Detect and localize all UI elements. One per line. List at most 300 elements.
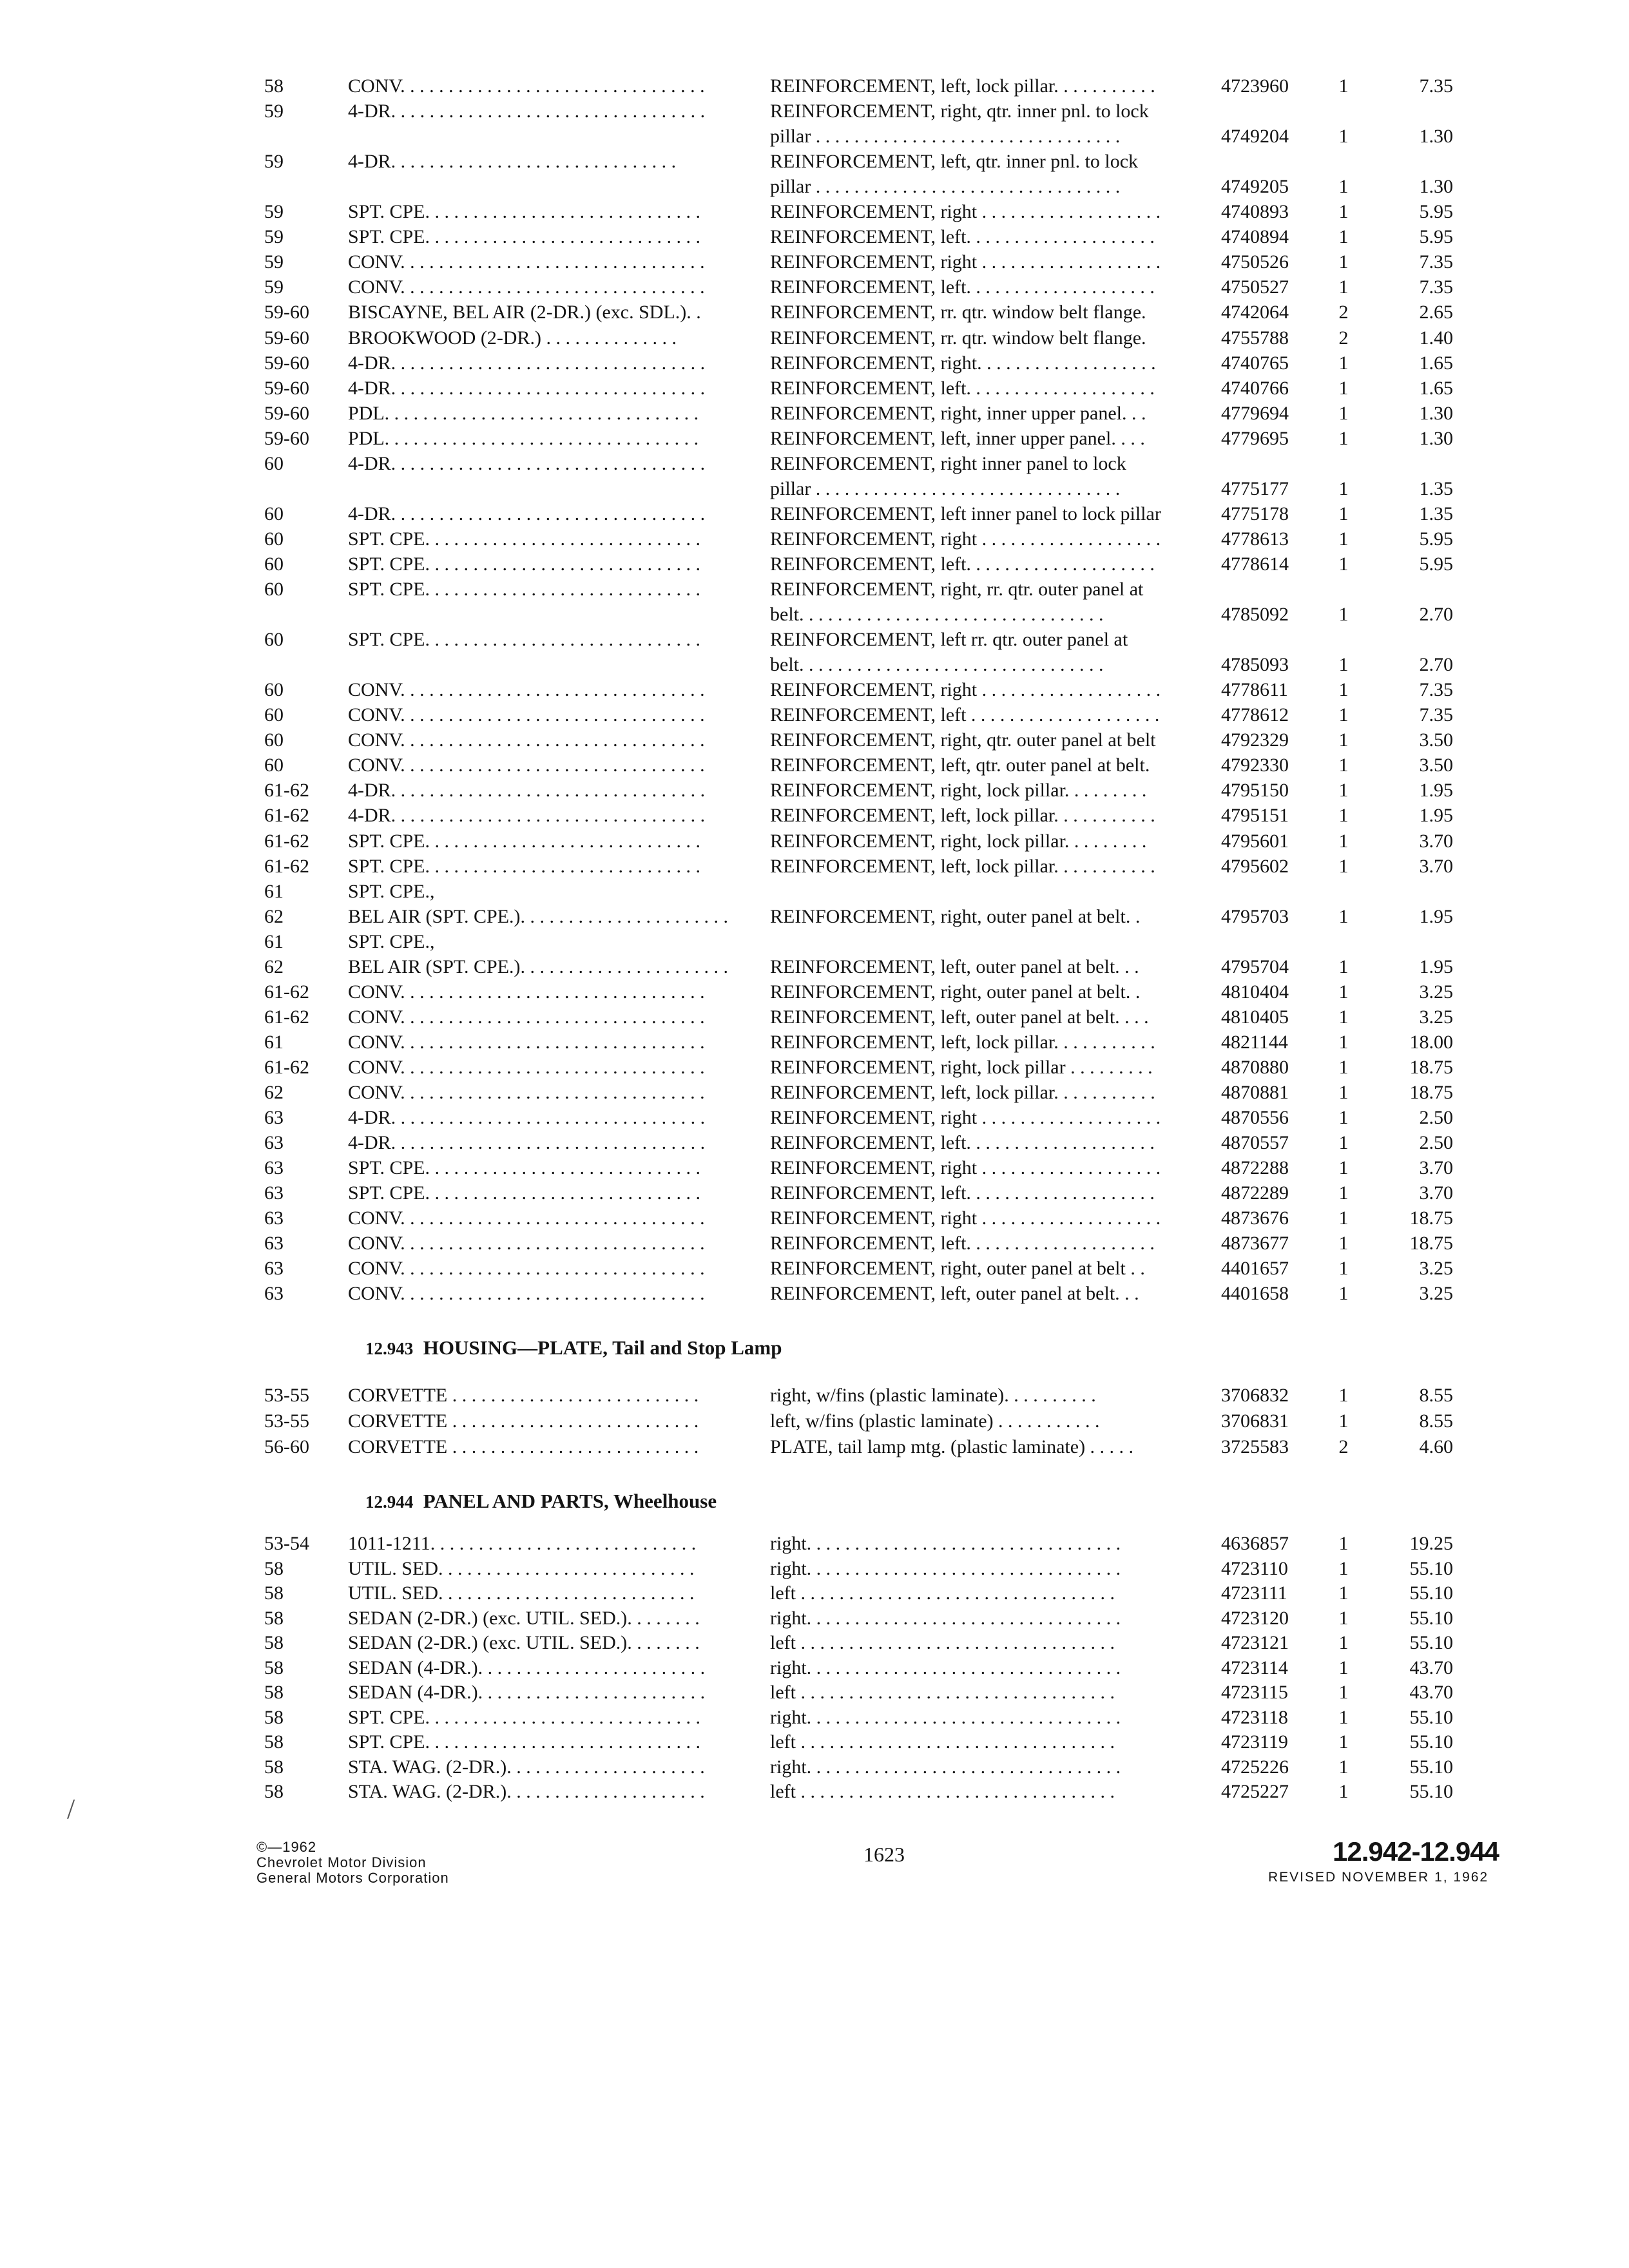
cell-desc: right. . . . . . . . . . . . . . . . . . . . . . . . . . . . . . . . . [770,1706,1121,1728]
cell-year: 63 [264,1182,284,1204]
cell-qty: 1 [1338,905,1349,927]
cell-year: 58 [264,1657,284,1678]
cell-price: 18.00 [1409,1031,1453,1053]
cell-model: 4-DR. . . . . . . . . . . . . . . . . . . . . . . . . . . . . . . . . [348,805,706,827]
cell-qty: 1 [1338,1657,1349,1678]
cell-qty: 1 [1338,553,1349,575]
cell-model: BISCAYNE, BEL AIR (2-DR.) (exc. SDL.). . [348,302,701,323]
cell-desc: REINFORCEMENT, left. . . . . . . . . . . . . . . . . . . . [770,553,1155,575]
cell-qty: 1 [1338,1533,1349,1554]
cell-model: SEDAN (2-DR.) (exc. UTIL. SED.). . . . . . . . [348,1607,700,1629]
cell-part: 4723110 [1221,1557,1288,1579]
cell-qty: 2 [1338,1436,1349,1457]
cell-price: 3.70 [1419,855,1453,877]
cell-year: 58 [264,1557,284,1579]
cell-year: 62 [264,956,284,977]
cell-part: 4785092 [1221,604,1289,626]
cell-qty: 1 [1338,176,1349,198]
cell-part: 4795704 [1221,956,1289,977]
cell-model: CONV. . . . . . . . . . . . . . . . . . . . . . . . . . . . . . . . [348,754,705,776]
cell-qty: 1 [1338,780,1349,802]
cell-price: 1.65 [1419,352,1453,374]
cell-desc: REINFORCEMENT, left, outer panel at belt. . . . [770,1006,1149,1028]
cell-part: 4723115 [1221,1682,1288,1703]
cell-model: CONV. . . . . . . . . . . . . . . . . . . . . . . . . . . . . . . . [348,704,705,726]
cell-part: 4755788 [1221,327,1289,349]
section-heading-12-944 [365,1490,717,1513]
cell-qty: 1 [1338,503,1349,524]
cell-price: 7.35 [1419,251,1453,273]
cell-year: 60 [264,704,284,726]
cell-year: 58 [264,1607,284,1629]
cell-model: SPT. CPE. . . . . . . . . . . . . . . . . . . . . . . . . . . . . [348,1706,700,1728]
cell-model: 4-DR. . . . . . . . . . . . . . . . . . . . . . . . . . . . . . . . . [348,1107,706,1129]
cell-model: CONV. . . . . . . . . . . . . . . . . . . . . . . . . . . . . . . . [348,1056,705,1078]
cell-model: PDL. . . . . . . . . . . . . . . . . . . . . . . . . . . . . . . . . [348,427,699,449]
cell-part: 4873676 [1221,1207,1289,1229]
cell-year: 61-62 [264,981,309,1003]
cell-year: 61-62 [264,1056,309,1078]
cell-price: 7.35 [1419,276,1453,298]
cell-year: 58 [264,1731,284,1753]
cell-qty: 1 [1338,1632,1349,1653]
cell-model: BEL AIR (SPT. CPE.). . . . . . . . . . . . . . . . . . . . . . [348,956,729,977]
cell-part: 4873677 [1221,1233,1289,1254]
cell-part: 4750527 [1221,276,1289,298]
cell-model: SEDAN (4-DR.). . . . . . . . . . . . . . . . . . . . . . . . [348,1682,706,1703]
cell-desc: REINFORCEMENT, rr. qtr. window belt flange. [770,327,1146,349]
cell-price: 5.95 [1419,528,1453,550]
cell-model: SPT. CPE. . . . . . . . . . . . . . . . . . . . . . . . . . . . . [348,830,700,852]
cell-qty: 1 [1338,1132,1349,1154]
cell-qty: 1 [1338,1258,1349,1280]
cell-desc: left, w/fins (plastic laminate) . . . . . . . . . . . [770,1410,1100,1432]
cell-year: 59-60 [264,377,309,399]
cell-price: 1.30 [1419,176,1453,198]
cell-part: 4740893 [1221,201,1289,223]
cell-model: CORVETTE . . . . . . . . . . . . . . . . . . . . . . . . . . [348,1410,699,1432]
cell-year: 58 [264,1582,284,1604]
cell-year: 61 [264,880,284,902]
cell-model: CONV. . . . . . . . . . . . . . . . . . . . . . . . . . . . . . . . [348,1207,705,1229]
cell-model: 4-DR. . . . . . . . . . . . . . . . . . . . . . . . . . . . . . . . . [348,1132,706,1154]
cell-desc: REINFORCEMENT, right inner panel to lock [770,452,1126,474]
cell-price: 3.25 [1419,1258,1453,1280]
cell-qty: 1 [1338,276,1349,298]
cell-model: CONV. . . . . . . . . . . . . . . . . . . . . . . . . . . . . . . . [348,1082,705,1103]
cell-year: 60 [264,503,284,524]
cell-model: SPT. CPE. . . . . . . . . . . . . . . . . . . . . . . . . . . . . [348,553,700,575]
cell-part: 4725226 [1221,1756,1289,1778]
cell-desc: REINFORCEMENT, right, lock pillar. . . . . . . . . [770,780,1147,802]
cell-desc: REINFORCEMENT, left, lock pillar. . . . . . . . . . . [770,1082,1155,1103]
cell-price: 18.75 [1409,1082,1453,1103]
cell-year: 59 [264,251,284,273]
cell-part: 4401657 [1221,1258,1289,1280]
cell-desc: pillar . . . . . . . . . . . . . . . . . . . . . . . . . . . . . . . . [770,176,1121,198]
cell-price: 55.10 [1409,1632,1453,1653]
cell-price: 5.95 [1419,201,1453,223]
cell-part: 4775177 [1221,477,1289,499]
cell-qty: 1 [1338,75,1349,97]
cell-part: 4870556 [1221,1107,1289,1129]
cell-year: 63 [264,1207,284,1229]
cell-model: CONV. . . . . . . . . . . . . . . . . . . . . . . . . . . . . . . . [348,1006,705,1028]
cell-year: 61 [264,1031,284,1053]
cell-desc: REINFORCEMENT, right, qtr. inner pnl. to lock [770,101,1149,122]
cell-desc: REINFORCEMENT, left. . . . . . . . . . . . . . . . . . . . [770,226,1155,248]
cell-price: 2.50 [1419,1107,1453,1129]
division-line: Chevrolet Motor Division [256,1854,427,1870]
cell-price: 3.25 [1419,981,1453,1003]
cell-desc: left . . . . . . . . . . . . . . . . . . . . . . . . . . . . . . . . . [770,1731,1115,1753]
cell-model: UTIL. SED. . . . . . . . . . . . . . . . . . . . . . . . . . . [348,1557,695,1579]
cell-qty: 1 [1338,855,1349,877]
cell-price: 3.70 [1419,1157,1453,1179]
cell-qty: 1 [1338,377,1349,399]
cell-desc: right. . . . . . . . . . . . . . . . . . . . . . . . . . . . . . . . . [770,1657,1121,1678]
cell-desc: REINFORCEMENT, right . . . . . . . . . . . . . . . . . . . [770,1107,1161,1129]
cell-qty: 1 [1338,1233,1349,1254]
cell-qty: 1 [1338,1283,1349,1305]
cell-price: 1.30 [1419,126,1453,148]
cell-model: SPT. CPE. . . . . . . . . . . . . . . . . . . . . . . . . . . . . [348,855,700,877]
cell-model: CONV. . . . . . . . . . . . . . . . . . . . . . . . . . . . . . . . [348,1258,705,1280]
cell-qty: 1 [1338,1385,1349,1406]
cell-part: 4742064 [1221,302,1289,323]
cell-part: 4795150 [1221,780,1289,802]
cell-year: 60 [264,452,284,474]
cell-price: 5.95 [1419,553,1453,575]
cell-year: 56-60 [264,1436,309,1457]
cell-desc: REINFORCEMENT, rr. qtr. window belt flange. [770,302,1146,323]
cell-year: 53-54 [264,1533,309,1554]
cell-desc: REINFORCEMENT, right, lock pillar. . . . . . . . . [770,830,1147,852]
cell-year: 60 [264,553,284,575]
cell-year: 59 [264,151,284,173]
cell-desc: REINFORCEMENT, left, inner upper panel. . . . [770,427,1145,449]
cell-qty: 1 [1338,679,1349,701]
cell-qty: 1 [1338,830,1349,852]
cell-qty: 1 [1338,226,1349,248]
cell-price: 55.10 [1409,1607,1453,1629]
cell-desc: REINFORCEMENT, left, lock pillar. . . . . . . . . . . [770,855,1155,877]
cell-price: 55.10 [1409,1706,1453,1728]
cell-year: 58 [264,75,284,97]
cell-desc: REINFORCEMENT, right . . . . . . . . . . . . . . . . . . . [770,201,1161,223]
cell-desc: REINFORCEMENT, right, outer panel at belt. . [770,981,1141,1003]
cell-desc: REINFORCEMENT, left. . . . . . . . . . . . . . . . . . . . [770,1182,1155,1204]
cell-year: 63 [264,1283,284,1305]
cell-price: 43.70 [1409,1657,1453,1678]
cell-model: SEDAN (4-DR.). . . . . . . . . . . . . . . . . . . . . . . . [348,1657,706,1678]
cell-qty: 1 [1338,1056,1349,1078]
cell-desc: REINFORCEMENT, left rr. qtr. outer panel at [770,629,1128,651]
cell-part: 4810404 [1221,981,1289,1003]
cell-desc: left . . . . . . . . . . . . . . . . . . . . . . . . . . . . . . . . . [770,1682,1115,1703]
cell-price: 1.65 [1419,377,1453,399]
cell-price: 1.95 [1419,780,1453,802]
cell-part: 4401658 [1221,1283,1289,1305]
cell-desc: REINFORCEMENT, right, rr. qtr. outer panel at [770,579,1144,600]
cell-model: SPT. CPE. . . . . . . . . . . . . . . . . . . . . . . . . . . . . [348,1731,700,1753]
cell-model: 4-DR. . . . . . . . . . . . . . . . . . . . . . . . . . . . . . . . . [348,352,706,374]
cell-desc: REINFORCEMENT, left, outer panel at belt. . . [770,1283,1139,1305]
cell-desc: left . . . . . . . . . . . . . . . . . . . . . . . . . . . . . . . . . [770,1632,1115,1653]
cell-year: 59-60 [264,352,309,374]
cell-part: 4779694 [1221,402,1289,424]
cell-model: SPT. CPE. . . . . . . . . . . . . . . . . . . . . . . . . . . . . [348,1182,700,1204]
cell-price: 3.70 [1419,830,1453,852]
cell-part: 3706831 [1221,1410,1289,1432]
cell-model: SPT. CPE., [348,880,435,902]
cell-part: 4740765 [1221,352,1289,374]
cell-part: 4749204 [1221,126,1289,148]
cell-price: 43.70 [1409,1682,1453,1703]
cell-desc: belt. . . . . . . . . . . . . . . . . . . . . . . . . . . . . . . . [770,654,1104,676]
cell-model: BEL AIR (SPT. CPE.). . . . . . . . . . . . . . . . . . . . . . [348,905,729,927]
cell-part: 4795601 [1221,830,1289,852]
page-number: 1623 [863,1843,905,1866]
cell-part: 4740894 [1221,226,1289,248]
cell-desc: REINFORCEMENT, right, outer panel at belt. . [770,905,1141,927]
cell-model: STA. WAG. (2-DR.). . . . . . . . . . . . . . . . . . . . . [348,1756,705,1778]
cell-desc: REINFORCEMENT, left, qtr. inner pnl. to lock [770,151,1139,173]
cell-desc: REINFORCEMENT, left, lock pillar. . . . . . . . . . . [770,1031,1155,1053]
cell-price: 3.25 [1419,1006,1453,1028]
cell-price: 4.60 [1419,1436,1453,1457]
cell-part: 4723960 [1221,75,1289,97]
cell-price: 1.95 [1419,956,1453,977]
cell-desc: REINFORCEMENT, right, lock pillar . . . . . . . . . [770,1056,1153,1078]
cell-part: 4872289 [1221,1182,1289,1204]
cell-year: 59-60 [264,402,309,424]
cell-qty: 1 [1338,704,1349,726]
cell-price: 3.25 [1419,1283,1453,1305]
cell-part: 4778611 [1221,679,1288,701]
cell-part: 4792330 [1221,754,1289,776]
cell-desc: REINFORCEMENT, left. . . . . . . . . . . . . . . . . . . . [770,1233,1155,1254]
corporation-line: General Motors Corporation [256,1870,449,1886]
cell-price: 1.95 [1419,805,1453,827]
cell-part: 4725227 [1221,1781,1289,1802]
cell-model: SPT. CPE., [348,930,435,952]
cell-qty: 1 [1338,1107,1349,1129]
cell-year: 61-62 [264,1006,309,1028]
cell-model: 4-DR. . . . . . . . . . . . . . . . . . . . . . . . . . . . . . . . . [348,503,706,524]
cell-year: 59 [264,201,284,223]
cell-year: 58 [264,1632,284,1653]
cell-model: CONV. . . . . . . . . . . . . . . . . . . . . . . . . . . . . . . . [348,75,705,97]
cell-qty: 1 [1338,805,1349,827]
cell-desc: belt. . . . . . . . . . . . . . . . . . . . . . . . . . . . . . . . [770,604,1104,626]
cell-price: 7.35 [1419,704,1453,726]
cell-price: 8.55 [1419,1385,1453,1406]
cell-qty: 1 [1338,1082,1349,1103]
cell-model: SPT. CPE. . . . . . . . . . . . . . . . . . . . . . . . . . . . . [348,201,700,223]
cell-part: 4810405 [1221,1006,1289,1028]
cell-part: 4785093 [1221,654,1289,676]
cell-desc: left . . . . . . . . . . . . . . . . . . . . . . . . . . . . . . . . . [770,1781,1115,1802]
cell-desc: REINFORCEMENT, left. . . . . . . . . . . . . . . . . . . . [770,276,1155,298]
cell-price: 18.75 [1409,1233,1453,1254]
cell-qty: 1 [1338,1756,1349,1778]
cell-price: 2.50 [1419,1132,1453,1154]
cell-model: SPT. CPE. . . . . . . . . . . . . . . . . . . . . . . . . . . . . [348,226,700,248]
cell-qty: 1 [1338,1582,1349,1604]
cell-price: 18.75 [1409,1056,1453,1078]
cell-model: 4-DR. . . . . . . . . . . . . . . . . . . . . . . . . . . . . . . . . [348,780,706,802]
section-title: HOUSING—PLATE, Tail and Stop Lamp [423,1336,782,1359]
cell-year: 59 [264,226,284,248]
cell-part: 4778612 [1221,704,1289,726]
cell-part: 3725583 [1221,1436,1289,1457]
copyright-block [256,1840,449,1886]
cell-price: 2.70 [1419,654,1453,676]
cell-model: CONV. . . . . . . . . . . . . . . . . . . . . . . . . . . . . . . . [348,729,705,751]
cell-qty: 1 [1338,956,1349,977]
cell-price: 5.95 [1419,226,1453,248]
cell-year: 63 [264,1258,284,1280]
cell-model: UTIL. SED. . . . . . . . . . . . . . . . . . . . . . . . . . . [348,1582,695,1604]
cell-year: 58 [264,1682,284,1703]
cell-model: SPT. CPE. . . . . . . . . . . . . . . . . . . . . . . . . . . . . [348,629,700,651]
cell-model: CONV. . . . . . . . . . . . . . . . . . . . . . . . . . . . . . . . [348,981,705,1003]
cell-price: 3.50 [1419,754,1453,776]
cell-desc: REINFORCEMENT, right, outer panel at belt . . [770,1258,1145,1280]
cell-year: 61-62 [264,780,309,802]
cell-year: 63 [264,1132,284,1154]
cell-price: 2.65 [1419,302,1453,323]
cell-price: 7.35 [1419,75,1453,97]
cell-desc: right. . . . . . . . . . . . . . . . . . . . . . . . . . . . . . . . . [770,1533,1121,1554]
cell-qty: 1 [1338,654,1349,676]
cell-desc: REINFORCEMENT, right . . . . . . . . . . . . . . . . . . . [770,679,1161,701]
cell-price: 1.30 [1419,402,1453,424]
cell-model: CONV. . . . . . . . . . . . . . . . . . . . . . . . . . . . . . . . [348,251,705,273]
cell-price: 55.10 [1409,1731,1453,1753]
cell-price: 55.10 [1409,1557,1453,1579]
cell-qty: 1 [1338,1781,1349,1802]
cell-model: BROOKWOOD (2-DR.) . . . . . . . . . . . . . . [348,327,677,349]
cell-qty: 1 [1338,1607,1349,1629]
cell-desc: REINFORCEMENT, left. . . . . . . . . . . . . . . . . . . . [770,377,1155,399]
cell-year: 60 [264,754,284,776]
cell-part: 4740766 [1221,377,1289,399]
cell-part: 4723120 [1221,1607,1289,1629]
cell-qty: 1 [1338,1031,1349,1053]
cell-part: 4821144 [1221,1031,1288,1053]
cell-part: 4795703 [1221,905,1289,927]
cell-part: 4870557 [1221,1132,1289,1154]
section-title: PANEL AND PARTS, Wheelhouse [423,1490,717,1512]
cell-desc: REINFORCEMENT, right . . . . . . . . . . . . . . . . . . . [770,528,1161,550]
cell-model: STA. WAG. (2-DR.). . . . . . . . . . . . . . . . . . . . . [348,1781,705,1802]
cell-desc: REINFORCEMENT, right, qtr. outer panel at belt [770,729,1156,751]
cell-qty: 1 [1338,1557,1349,1579]
cell-part: 4795602 [1221,855,1289,877]
cell-part: 3706832 [1221,1385,1289,1406]
cell-year: 60 [264,629,284,651]
cell-price: 18.75 [1409,1207,1453,1229]
cell-price: 55.10 [1409,1582,1453,1604]
cell-part: 4778614 [1221,553,1289,575]
cell-year: 59-60 [264,327,309,349]
cell-year: 58 [264,1781,284,1802]
cell-qty: 1 [1338,1731,1349,1753]
cell-desc: REINFORCEMENT, left, lock pillar. . . . . . . . . . . [770,805,1155,827]
cell-year: 60 [264,579,284,600]
cell-price: 1.30 [1419,427,1453,449]
cell-part: 4749205 [1221,176,1289,198]
cell-price: 1.35 [1419,503,1453,524]
cell-qty: 1 [1338,427,1349,449]
cell-model: SPT. CPE. . . . . . . . . . . . . . . . . . . . . . . . . . . . . [348,579,700,600]
cell-part: 4723114 [1221,1657,1288,1678]
cell-desc: REINFORCEMENT, right . . . . . . . . . . . . . . . . . . . [770,1207,1161,1229]
cell-price: 1.40 [1419,327,1453,349]
cell-year: 61-62 [264,830,309,852]
cell-price: 3.70 [1419,1182,1453,1204]
cell-desc: pillar . . . . . . . . . . . . . . . . . . . . . . . . . . . . . . . . [770,477,1121,499]
cell-qty: 1 [1338,1706,1349,1728]
cell-qty: 1 [1338,126,1349,148]
cell-year: 62 [264,1082,284,1103]
cell-year: 53-55 [264,1410,309,1432]
cell-part: 4870881 [1221,1082,1289,1103]
cell-model: CORVETTE . . . . . . . . . . . . . . . . . . . . . . . . . . [348,1385,699,1406]
cell-model: 4-DR. . . . . . . . . . . . . . . . . . . . . . . . . . . . . . . . . [348,101,706,122]
cell-year: 60 [264,679,284,701]
cell-desc: REINFORCEMENT, left inner panel to lock pillar [770,503,1161,524]
cell-qty: 1 [1338,1410,1349,1432]
cell-part: 4775178 [1221,503,1289,524]
cell-desc: pillar . . . . . . . . . . . . . . . . . . . . . . . . . . . . . . . . [770,126,1121,148]
cell-price: 1.95 [1419,905,1453,927]
cell-model: CONV. . . . . . . . . . . . . . . . . . . . . . . . . . . . . . . . [348,1233,705,1254]
cell-model: 4-DR. . . . . . . . . . . . . . . . . . . . . . . . . . . . . . . . . [348,377,706,399]
cell-model: 4-DR. . . . . . . . . . . . . . . . . . . . . . . . . . . . . . [348,151,677,173]
cell-year: 61 [264,930,284,952]
cell-part: 4778613 [1221,528,1289,550]
cell-model: CONV. . . . . . . . . . . . . . . . . . . . . . . . . . . . . . . . [348,1283,705,1305]
cell-desc: left . . . . . . . . . . . . . . . . . . . . . . . . . . . . . . . . . [770,1582,1115,1604]
cell-qty: 1 [1338,1006,1349,1028]
cell-price: 3.50 [1419,729,1453,751]
cell-model: SPT. CPE. . . . . . . . . . . . . . . . . . . . . . . . . . . . . [348,528,700,550]
cell-qty: 1 [1338,981,1349,1003]
cell-model: 4-DR. . . . . . . . . . . . . . . . . . . . . . . . . . . . . . . . . [348,452,706,474]
cell-price: 1.35 [1419,477,1453,499]
cell-part: 4779695 [1221,427,1289,449]
cell-qty: 1 [1338,754,1349,776]
cell-year: 59-60 [264,427,309,449]
stray-pen-mark: / [67,1793,75,1825]
cell-model: SEDAN (2-DR.) (exc. UTIL. SED.). . . . . . . . [348,1632,700,1653]
cell-model: PDL. . . . . . . . . . . . . . . . . . . . . . . . . . . . . . . . . [348,402,699,424]
cell-model: CORVETTE . . . . . . . . . . . . . . . . . . . . . . . . . . [348,1436,699,1457]
cell-desc: right. . . . . . . . . . . . . . . . . . . . . . . . . . . . . . . . . [770,1607,1121,1629]
cell-part: 4723111 [1221,1582,1287,1604]
cell-price: 55.10 [1409,1756,1453,1778]
cell-desc: REINFORCEMENT, right . . . . . . . . . . . . . . . . . . . [770,1157,1161,1179]
cell-price: 19.25 [1409,1533,1453,1554]
cell-part: 4792329 [1221,729,1289,751]
cell-model: CONV. . . . . . . . . . . . . . . . . . . . . . . . . . . . . . . . [348,679,705,701]
cell-part: 4795151 [1221,805,1289,827]
cell-part: 4870880 [1221,1056,1289,1078]
cell-qty: 2 [1338,327,1349,349]
